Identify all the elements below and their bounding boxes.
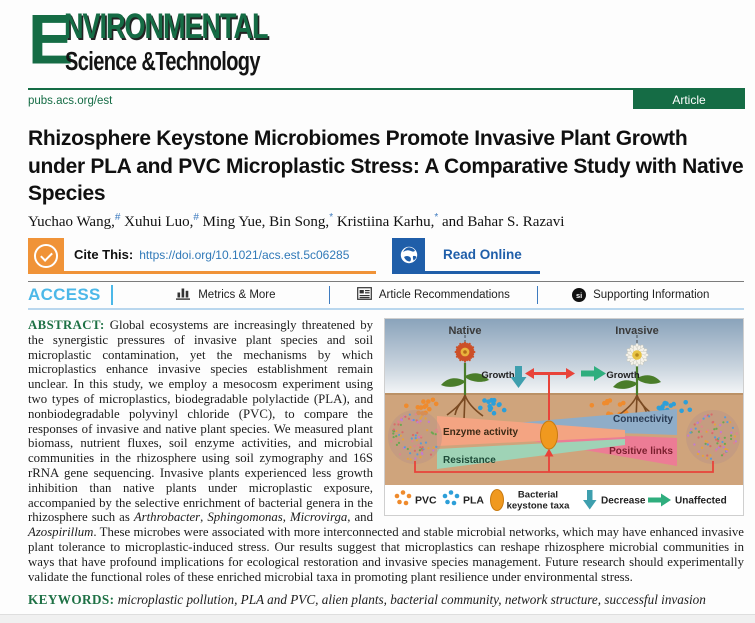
pvc-label: PVC [415, 494, 437, 507]
genus-name: Azospirillum [28, 525, 94, 540]
genus-name: Arthrobacter [133, 510, 201, 525]
positive-links-label: Positive links [609, 446, 673, 457]
abstract-label: ABSTRACT: [28, 318, 105, 332]
enzyme-activity-label: Enzyme activity [443, 427, 519, 438]
pla-label: PLA [463, 494, 484, 507]
author-name: Ming Yue, Bin Song, [198, 214, 330, 230]
read-online-button[interactable] [392, 238, 540, 274]
author-mark: # [114, 212, 121, 223]
recommendations-label: Article Recommendations [378, 289, 510, 301]
author-name: Yuchao Wang, [28, 214, 115, 230]
author-line [28, 212, 744, 231]
journal-logo [28, 0, 278, 84]
genus-name: Microvirga [289, 510, 348, 525]
cite-this-area[interactable] [64, 238, 376, 274]
growth-invasive-label: Growth [606, 370, 640, 381]
journal-url-link[interactable]: pubs.acs.org/est [28, 95, 113, 107]
growth-native-label: Growth [481, 370, 515, 381]
keystone-legend-icon [491, 490, 504, 511]
article-recommendations-link[interactable] [330, 287, 536, 303]
supporting-label: Supporting Information [593, 289, 710, 301]
metrics-and-more-link[interactable] [123, 287, 329, 303]
keywords-label: KEYWORDS: [28, 592, 115, 607]
keywords-section [28, 592, 744, 608]
journal-logo-big-e: E [28, 0, 71, 79]
page-title: Rhizosphere Keystone Microbiomes Promote Invasive Plant Growth under PLA and PVC Microplastic Stress: A Comparative Study with Native Species [28, 127, 744, 206]
author-mark: # [193, 212, 199, 223]
keystone-taxa-icon [541, 421, 558, 449]
keywords-text: microplastic pollution, PLA and PVC, alien plants, bacterial community, network structure, successful invasion [117, 592, 706, 607]
connectivity-label: Connectivity [612, 414, 673, 425]
graphical-abstract [384, 318, 744, 516]
journal-logo-line1: NVIRONMENTAL [64, 6, 268, 46]
author-mark: * [434, 212, 439, 223]
invasive-label: Invasive [615, 325, 659, 337]
author-name: and Bahar S. Razavi [438, 214, 565, 230]
si-icon: si [572, 288, 586, 302]
recommendations-icon [357, 287, 372, 303]
access-link[interactable]: ACCESS [28, 285, 101, 304]
separator [111, 285, 113, 305]
cite-this-label: Cite This: [74, 247, 134, 262]
decrease-label: Decrease [601, 495, 646, 507]
article-type-badge: Article [633, 90, 745, 109]
doi-link[interactable]: https://doi.org/10.1021/acs.est.5c06285 [139, 247, 350, 262]
cite-bar [28, 238, 540, 274]
supporting-information-link[interactable] [538, 288, 744, 302]
genus-name: Sphingomonas [207, 510, 283, 525]
read-online-label: Read Online [443, 247, 522, 262]
resistance-label: Resistance [443, 455, 496, 466]
native-label: Native [448, 325, 482, 337]
bar-chart-icon [176, 287, 191, 303]
cite-check-icon [28, 238, 64, 274]
access-bar [28, 281, 744, 310]
author-name: Kristiina Karhu, [333, 214, 435, 230]
author-name: Xuhui Luo, [120, 214, 194, 230]
keystone-label-1: Bacterial [517, 489, 559, 501]
author-mark: * [329, 212, 334, 223]
unaffected-label: Unaffected [675, 495, 727, 507]
abstract-section: Native Invasive Growth Growth Enzyme activity Resistance Connectivity Positive links PVC PLA Bacterial keystone taxa Decrease Unaffected ABSTRACT: Global ecosystems are increasingly threatened by the synergistic pressures of invasive plant species and soil microplastic contamination, yet the mechanisms by which microplastics enhance invasive species establishment remain unclear. In this study, we employ a mesocosm experiment using two types of microplastics, biodegradable polylactide (PLA), and nonbiodegradable polyvinyl chloride (PVC), to compare the responses of invasive and native plant species. We measured plant biomass, nutrient fluxes, soil enzyme activities, and microbial communities in the rhizosphere using soil zymography and 16S rRNA gene sequencing. Invasive plants experienced less growth inhibition than native plants under microplastic exposure, accompanied by the selective enrichment of bacterial genera in the rhizosphere such as Arthrobacter, Sphingomonas, Microvirga, and Azospirillum. These microbes were associated with more interconnected and stable microbial networks, which may have enhanced invasive plant tolerance to microplastic-induced stress. Our results suggest that microplastics can reshape rhizosphere microbial communities in ways that have profound implications for ecological restoration and invasive species management. Future research should experimentally validate the functional roles of these enriched microbial taxa in promoting plant resilience under environmental stress. [28, 318, 744, 584]
abstract-text: . These microbes were associated with more interconnected and stable microbial networks, which may have enhanced invasive plant tolerance to microplastic-induced stress. Our results suggest that microplastics can reshape rhizosphere microbial communities in ways that have profound implications for ecological restoration and invasive species management. Future research should experimentally validate the functional roles of these enriched microbial taxa in promoting plant resilience under environmental stress. [28, 525, 744, 584]
abstract-text: Global ecosystems are increasingly threatened by the synergistic pressures of invasive plant species and soil microplastic contamination, yet the mechanisms by which microplastics enhance invasive species establishment remain unclear. In this study, we employ a mesocosm experiment using two types of microplastics, biodegradable polylactide (PLA), and nonbiodegradable polyvinyl chloride (PVC), to compare the responses of invasive and native plant species. We measured plant biomass, nutrient fluxes, soil enzyme activities, and microbial communities in the rhizosphere using soil zymography and 16S rRNA gene sequencing. Invasive plants experienced less growth inhibition than native plants under microplastic exposure, accompanied by the selective enrichment of bacterial genera in the rhizosphere such as [28, 318, 373, 525]
journal-logo-line2: Science &Technology [65, 47, 260, 77]
globe-icon [392, 238, 425, 271]
metrics-label: Metrics & More [198, 289, 276, 301]
keystone-label-2: keystone taxa [506, 500, 570, 512]
